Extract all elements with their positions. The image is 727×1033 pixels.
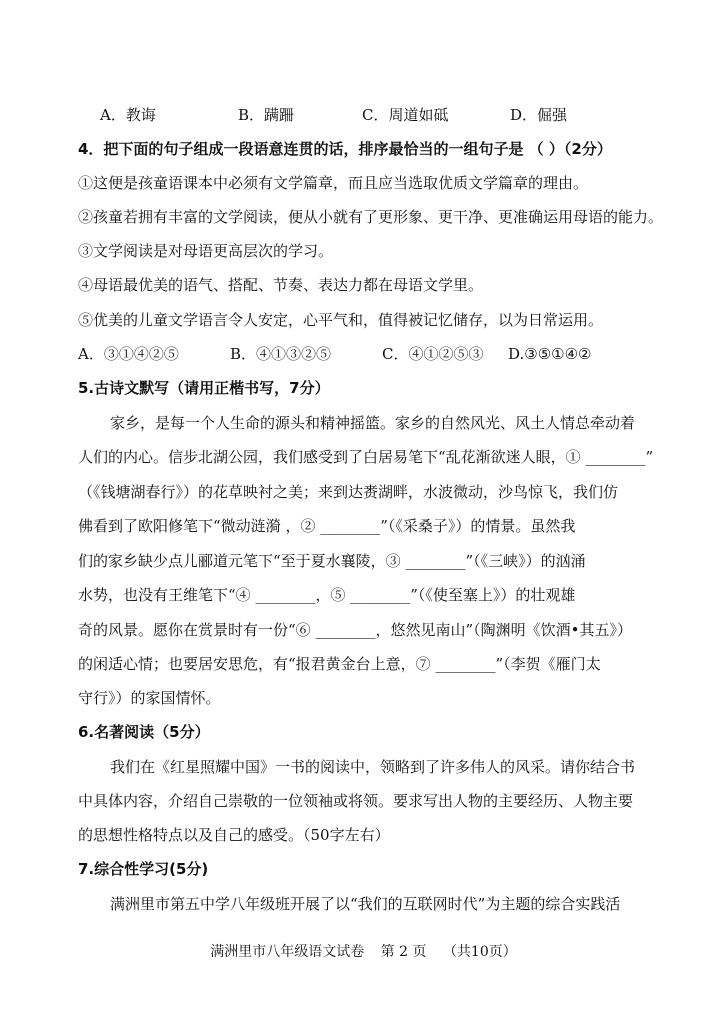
footer-exam-name: 满洲里市八年级语文试卷 <box>210 944 365 960</box>
q4-option-d: D.③⑤①④② <box>508 345 592 363</box>
q6-heading: 6.名著阅读（5分） <box>78 723 210 741</box>
footer-page-number: 第 2 页 <box>380 944 427 960</box>
q4-sentence-2: ②孩童若拥有丰富的文学阅读，便从小就有了更形象、更干净、更准确运用母语的能力。 <box>78 208 664 226</box>
q4-sentence-4: ④母语最优美的语气、搭配、节奏、表达力都在母语文学里。 <box>78 276 484 294</box>
q5-paragraph-line: 们的家乡缺少点儿郦道元笔下“至于夏水襄陵，③ ________”（《三峡》）的汹涌 <box>78 552 586 570</box>
q4-sentence-3: ③文学阅读是对母语更高层次的学习。 <box>78 242 334 260</box>
q5-paragraph-line: （《钱塘湖春行》）的花草映衬之美；来到达赉湖畔，水波微动，沙鸟惊飞，我们仿 <box>78 483 619 501</box>
q3-option-b: B．蹒跚 <box>238 106 295 124</box>
q3-option-c: C．周道如砥 <box>362 106 449 124</box>
q4-sentence-1: ①这便是孩童语课本中必须有文学篇章，而且应当选取优质文学篇章的理由。 <box>78 174 589 192</box>
q3-option-d: D．倔强 <box>510 106 568 124</box>
q5-paragraph-line: 人们的内心。信步北湖公园，我们感受到了白居易笔下“乱花渐欲迷人眼，① ________” <box>78 448 654 466</box>
q4-sentence-5: ⑤优美的儿童文学语言令人安定，心平气和，值得被记忆储存，以为日常运用。 <box>78 311 604 329</box>
footer-total-pages: （共10页） <box>442 944 517 960</box>
q5-heading: 5.古诗文默写（请用正楷书写，7分） <box>78 379 330 397</box>
q5-paragraph-line: 奇的风景。愿你在赏景时有一份“⑥ ________，悠然见南山”（陶渊明《饮酒•其五》） <box>78 621 632 639</box>
q6-paragraph-line: 的思想性格特点以及自己的感受。（50字左右） <box>78 826 390 844</box>
q5-paragraph-line: 的闲适心情；也要居安思危，有“报君黄金台上意，⑦ ________”（李贺《雁门太 <box>78 655 601 673</box>
q4-heading: 4．把下面的句子组成一段语意连贯的话，排序最恰当的一组句子是 （ ）（2分） <box>78 140 612 158</box>
q6-paragraph-line: 我们在《红星照耀中国》一书的阅读中，领略到了许多伟人的风采。请你结合书 <box>110 758 636 776</box>
q7-paragraph-line: 满洲里市第五中学八年级班开展了以“我们的互联网时代”为主题的综合实践活 <box>110 895 621 913</box>
q6-paragraph-line: 中具体内容，介绍自己崇敬的一位领袖或将领。要求写出人物的主要经历、人物主要 <box>78 792 634 810</box>
q4-option-c: C．④①②⑤③ <box>382 345 484 363</box>
q3-option-a: A．教诲 <box>100 106 156 124</box>
q7-heading: 7.综合性学习(5分) <box>78 860 209 878</box>
page-footer <box>0 942 727 962</box>
q4-option-a: A．③①④②⑤ <box>78 345 179 363</box>
q5-paragraph-line: 佛看到了欧阳修笔下“微动涟漪 ，② ________”（《采桑子》）的情景。虽然我 <box>78 517 576 535</box>
q5-paragraph-line: 守行》）的家国情怀。 <box>78 689 221 707</box>
q5-paragraph-line: 家乡，是每一个人生命的源头和精神摇篮。家乡的自然风光、风土人情总牵动着 <box>110 414 636 432</box>
q5-paragraph-line: 水势，也没有王维笔下“④ ________，⑤ ________”（《使至塞上》）的壮观雄 <box>78 586 576 604</box>
q4-option-b: B．④①③②⑤ <box>230 345 332 363</box>
